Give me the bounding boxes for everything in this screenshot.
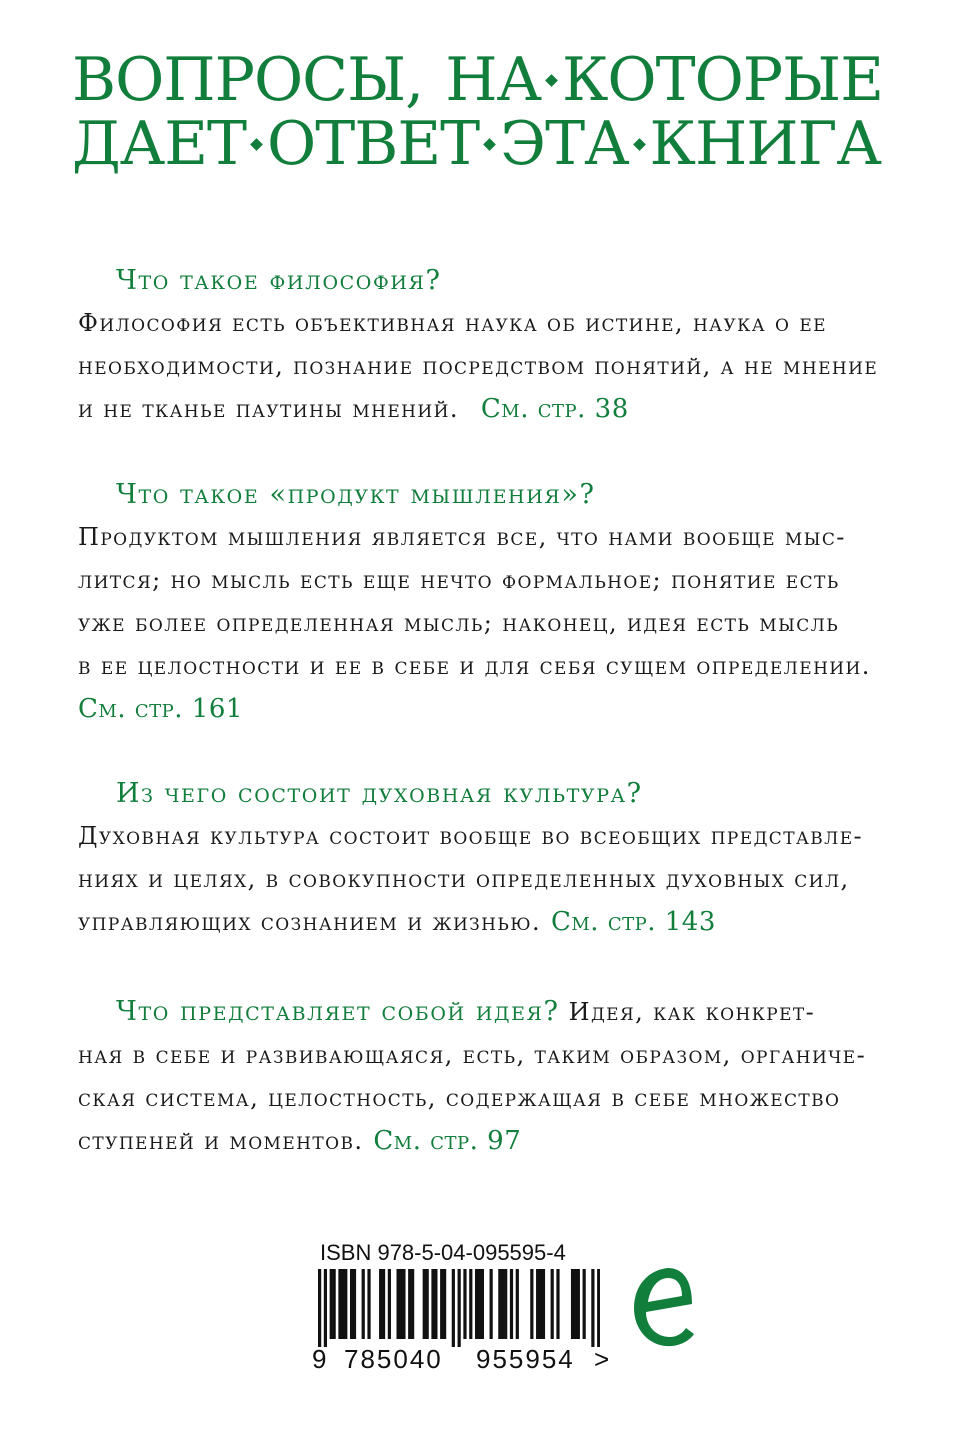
answer-text: и не тканье паутины мнений. [78, 395, 459, 423]
barcode-bar [530, 1269, 533, 1339]
qa-block-idea [78, 990, 898, 1163]
barcode-bar [463, 1269, 466, 1339]
barcode-bar [341, 1269, 344, 1339]
barcode-bar [510, 1269, 513, 1339]
answer-line [78, 388, 898, 431]
barcode-bar [411, 1269, 414, 1339]
barcode-bar [498, 1269, 501, 1339]
barcode-bar [452, 1269, 455, 1347]
barcode-bar [338, 1269, 341, 1339]
barcode-bar [423, 1269, 426, 1339]
answer-text: управляющих сознанием и жизнью. [78, 908, 541, 936]
barcode-bar [501, 1269, 504, 1339]
barcode-bar [330, 1269, 333, 1339]
page-reference: См. стр. 97 [373, 1126, 522, 1156]
barcode-bar [399, 1269, 402, 1339]
answer-text: ступеней и моментов. [78, 1127, 364, 1155]
barcode-digits-right: 955954 [476, 1344, 575, 1374]
answer-line: необходимости, познание посредством понятий, а не мнение [78, 352, 879, 380]
isbn-label: ISBN 978-5-04-095595-4 [320, 1240, 566, 1265]
answer-line [78, 901, 898, 944]
answer-line: ниях и целях, в совокупности определенных духовных сил, [78, 865, 850, 893]
barcode-digit-first: 9 [312, 1344, 327, 1374]
logo-swirl [634, 1268, 694, 1346]
title-line-2 [72, 109, 912, 179]
barcode-bar [443, 1269, 446, 1339]
answer-text: Идея, как конкрет- [568, 998, 816, 1026]
title-word: ОТВЕТ [267, 109, 480, 179]
barcode-bar [379, 1269, 382, 1339]
barcode-bar [481, 1269, 484, 1339]
barcode-bar [591, 1269, 594, 1347]
page-reference: См. стр. 161 [78, 694, 243, 724]
answer-line: ская система, целостность, содержащая в себе множество [78, 1084, 841, 1112]
question: Что такое философия? [116, 265, 442, 296]
question: Что представляет собой идея? [116, 996, 560, 1027]
barcode-bar [431, 1269, 434, 1339]
barcode-bar [478, 1269, 481, 1339]
barcode-bar [353, 1269, 356, 1339]
qa-block-philosophy [78, 264, 898, 431]
barcode-bar [402, 1269, 405, 1339]
page-reference: См. стр. 143 [550, 907, 716, 937]
title-word: ВОПРОСЫ, [72, 45, 424, 115]
qa-block-thought-product [78, 478, 898, 731]
barcode-bar [556, 1269, 559, 1339]
barcode-bar [539, 1269, 542, 1339]
answer-line: ная в себе и развивающаяся, есть, таким образом, органиче- [78, 1041, 867, 1069]
cover-title [72, 45, 912, 179]
question: Из чего состоит духовная культура? [116, 778, 643, 809]
barcode-bar [490, 1269, 493, 1339]
publisher-logo-icon [628, 1264, 698, 1350]
diamond-separator-icon [633, 138, 646, 151]
answer-line [78, 990, 898, 1034]
title-line-1 [72, 45, 912, 115]
barcode-bar [408, 1269, 411, 1339]
barcode-bar [362, 1269, 365, 1339]
barcode-bar [333, 1269, 336, 1339]
answer-line: в ее целостности и ее в себе и для себя сущем определении. [78, 652, 871, 680]
title-word: ЭТА [500, 109, 629, 179]
barcode-bar [434, 1269, 437, 1339]
answer-line: Духовная культура состоит вообще во всеобщих представле- [78, 822, 864, 850]
answer-line: Продуктом мышления является все, что нами вообще мыс- [78, 523, 846, 551]
barcode-bar [382, 1269, 385, 1339]
barcode-bar [571, 1269, 574, 1339]
diamond-separator-icon [483, 138, 496, 151]
barcode-digits-left: 785040 [344, 1344, 443, 1374]
barcode-bar [318, 1269, 321, 1347]
barcode-bar [344, 1269, 347, 1339]
diamond-separator-icon [545, 74, 558, 87]
title-word: НА [445, 45, 541, 115]
barcode-bar [324, 1269, 327, 1347]
barcode-bar [388, 1269, 391, 1339]
barcode-bar [597, 1269, 600, 1347]
barcode-bar [350, 1269, 353, 1339]
barcode-bar [440, 1269, 443, 1339]
barcode-bar [367, 1269, 370, 1339]
answer-line: уже более определенная мысль; наконец, идея есть мысль [78, 609, 840, 637]
answer-line [78, 1120, 898, 1163]
barcode-bar [504, 1269, 507, 1339]
page-reference: См. стр. 38 [480, 394, 629, 424]
answer-line [78, 688, 898, 731]
barcode-bar [396, 1269, 399, 1339]
barcode-arrow: > [594, 1344, 610, 1374]
barcode-bar [426, 1269, 429, 1339]
isbn-barcode-block [312, 1240, 612, 1380]
barcode-bar [542, 1269, 545, 1339]
barcode [318, 1269, 600, 1347]
barcode-bar [469, 1269, 472, 1339]
barcode-bar [577, 1269, 580, 1339]
barcode-bar [475, 1269, 478, 1339]
question: Что такое «продукт мышления»? [116, 479, 596, 510]
title-word: ДАЕТ [72, 109, 247, 179]
barcode-bar [516, 1269, 519, 1339]
title-word: КОТОРЫЕ [561, 45, 883, 115]
barcode-bar [551, 1269, 554, 1339]
qa-block-spiritual-culture [78, 777, 898, 944]
barcode-bar [583, 1269, 586, 1339]
diamond-separator-icon [250, 138, 263, 151]
answer-line: Философия есть объективная наука об истине, наука о ее [78, 309, 827, 337]
answer-line: лится; но мысль есть еще нечто формальное; понятие есть [78, 566, 840, 594]
title-word: КНИГА [649, 109, 881, 179]
barcode-bar [458, 1269, 461, 1347]
barcode-bar [574, 1269, 577, 1339]
barcode-bar [536, 1269, 539, 1339]
